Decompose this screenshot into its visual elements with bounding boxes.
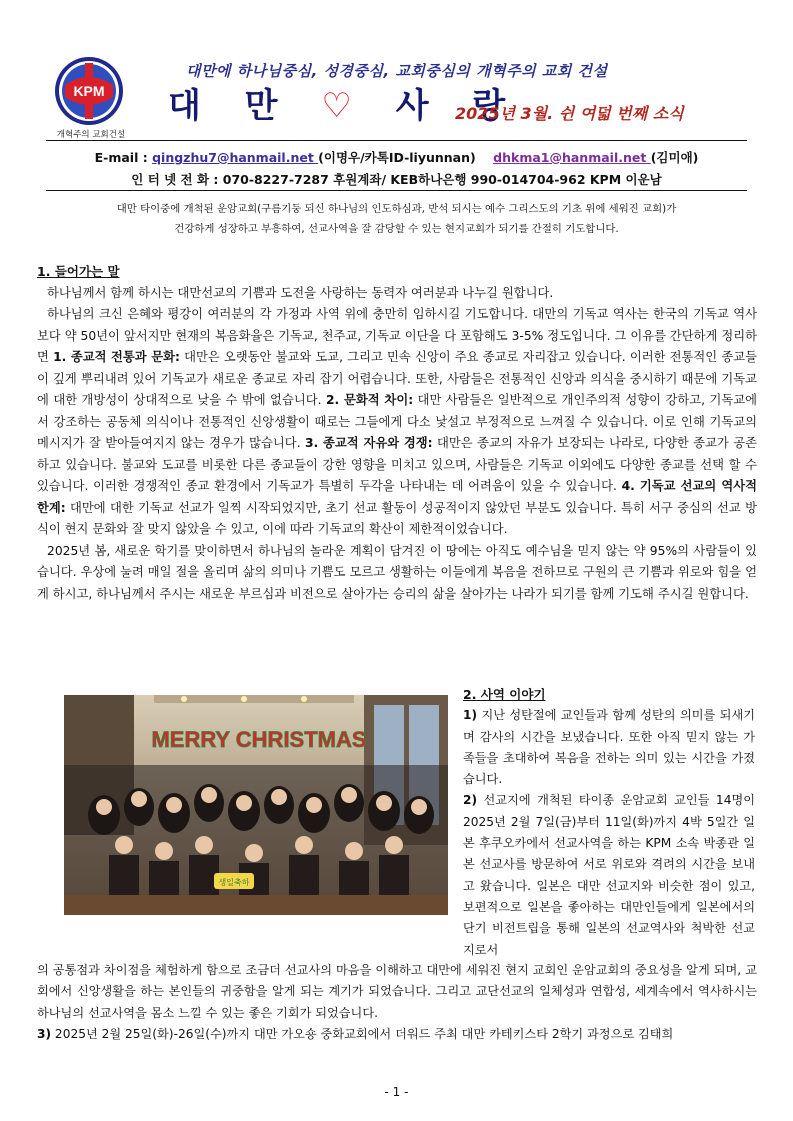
email-link-2[interactable]: dhkma1@hanmail.net (493, 150, 651, 165)
item2-number: 2) (463, 793, 478, 808)
globe-logo-icon (51, 55, 131, 141)
p2-text-f: 대만에 대한 기독교 선교가 일찍 시작되었지만, 초기 선교 활동이 성공적이지 않았던 부분도 있습니다. 특히 서구 중심의 선교 방식이 현지 문화와 잘 맞지 않았을 수 있고, 이에 따라 기독교의 확산이 제한적이었습니다. (37, 500, 757, 536)
kpm-logo (51, 55, 131, 141)
p2-text-e: 대만은 종교의 자유가 보장되는 나라로, 다양한 종교가 공존하고 있습니다. 불교와 도교를 비롯한 다른 종교들이 강한 영향을 미치고 있으며, 사람들은 기독교 이외에도 다양한 종교를 선택 할 수 있습니다. 이러한 경쟁적인 종교 환경에서 기독교가 특별히 두각을 나타내는 데 어려움이 있을 수 있습니다. (37, 436, 757, 493)
header-divider (46, 140, 747, 141)
logo-kpm-text: KPM (73, 83, 105, 99)
section-ministry-column (463, 684, 755, 961)
intro-paragraph-2 (37, 304, 757, 541)
section-intro (37, 261, 757, 605)
masthead-part1: 대 만 (168, 86, 294, 126)
p2-bold-3: 3. 종교적 자유와 경쟁: (305, 436, 433, 450)
item3-number: 3) (37, 1027, 52, 1042)
ministry-item-3 (37, 1024, 757, 1045)
edition-label: 2025년 3월. 쉰 여덟 번째 소식 (455, 104, 684, 123)
item2-text-column: 선교지에 개척된 타이종 운암교회 교인들 14명이 2025년 2월 7일(금)부터 11일(화)까지 4박 5일간 일본 후쿠오카에서 선교사역을 하는 KPM 소속 박종관 일본 선교사를 방문하여 서로 위로와 격려의 시간을 보내고 왔습니다. 일본은 대만 선교지와 비슷한 점이 있고, 보편적으로 일본을 좋아하는 대만인들에게 일본에서의 단기 비전트립을 통해 일본의 선교역사와 척박한 선교지로서 (463, 793, 755, 957)
section2-heading: 2. 사역 이야기 (463, 687, 546, 702)
masthead-part2: 사 랑 (395, 86, 522, 126)
prayer-request (46, 199, 747, 239)
prayer-line-2: 건강하게 성장하고 부흥하여, 선교사역을 잘 감당할 수 있는 현지교회가 되기를 간절히 기도합니다. (174, 223, 619, 235)
page-number: - 1 - (384, 1085, 409, 1099)
christmas-group-photo (64, 695, 448, 915)
heart-icon: ♡ (321, 86, 368, 126)
ministry-item-2-continued: 의 공통점과 차이점을 체험하게 함으로 조금더 선교사의 마음을 이해하고 대만에 세워진 현지 교회인 운암교회의 중요성을 알게 되며, 교회에서 신앙생활을 하는 본인들의 귀중함을 알게 되는 계기가 되었습니다. 그리고 교단선교의 일체성과 연합성, 세계속에서 역사하시는 하나님의 선교사역을 몸소 느낄 수 있는 좋은 기회가 되었습니다. (37, 963, 757, 1020)
phone-account-line: 인 터 넷 전 화 : 070-8227-7287 후원계좌/ KEB하나은행 990-014704-962 KPM 이운남 (131, 172, 662, 187)
ministry-item-1 (463, 705, 755, 790)
p2-bold-4: 4. 기독교 선교의 역사적 한계: (37, 479, 757, 515)
section1-heading: 1. 들어가는 말 (37, 264, 120, 279)
prayer-line-1: 대만 타이중에 개척된 운암교회(구름기둥 되신 하나님의 인도하심과, 반석 되시는 예수 그리스도의 기초 위에 세워진 교회)가 (116, 203, 677, 215)
email-link-1[interactable]: qingzhu7@hanmail.net (152, 150, 319, 165)
p2-text-d: 대만 사람들은 일반적으로 개인주의적 성향이 강하고, 기독교에서 강조하는 공동체 의식이나 전통적인 신앙생활이 때로는 그들에게 다소 낯설고 부정적으로 느껴질 수 있습니다. 이로 인해 기독교의 메시지가 잘 받아들여지지 않는 경우가 많습니다. (37, 393, 758, 450)
intro-paragraph-1: 하나님께서 함께 하시는 대만선교의 기쁨과 도전을 사랑하는 동력자 여러분과 나누길 원합니다. (47, 285, 554, 300)
item1-number: 1) (463, 708, 478, 723)
p2-bold-1: 1. 종교적 전통과 문화: (53, 350, 180, 364)
email-owner-1: (이명우/카톡ID-liyunnan) (318, 150, 476, 165)
logo-caption: 개혁주의 교회건설 (56, 130, 126, 140)
intro-paragraph-3: 2025년 봄, 새로운 학기를 맞이하면서 하나님의 놀라운 계획이 담겨진 이 땅에는 아직도 예수님을 믿지 않는 약 95%의 사람들이 있습니다. 우상에 눌려 매일 절을 올리며 삶의 의미나 기쁨도 모르고 생활하는 이들에게 복음을 전하므로 구원의 큰 기쁨과 위로와 힘을 얻게 하시고, 하나님께서 주시는 새로운 부르심과 비전으로 살아가는 승리의 삶을 살아가는 나라가 되기를 함께 기도해 주시길 원합니다. (37, 543, 757, 601)
motto: 대만에 하나님중심, 성경중심, 교회중심의 개혁주의 교회 건설 (186, 62, 608, 80)
p2-text-a: 하나님의 크신 은혜와 평강이 여러분의 각 가정과 사역 위에 충만히 임하시길 기도합니다. 대만의 기독교 역사는 한국의 기독교 역사보다 약 50년이 앞서지만 현재의 복음화율은 기독교, 천주교, 기독교 이단을 다 포함해도 3-5% 정도입니다. 그 이유를 간단하게 정리하면 (37, 307, 757, 364)
item3-text: 2025년 2월 25일(화)-26일(수)까지 대만 가오숑 중화교회에서 더워드 주최 대만 카테키스타 2학기 과정으로 김태희 (51, 1027, 674, 1042)
contact-divider (46, 190, 747, 191)
email-line (46, 148, 747, 166)
email-owner-2: (김미애) (650, 150, 699, 165)
p2-text-c: 대만은 오랫동안 불교와 도교, 그리고 민속 신앙이 주요 종교로 자리잡고 있습니다. 이러한 전통적인 종교들이 깊게 뿌리내려 있어 기독교가 새로운 종교로 자리 잡기 어렵습니다. 또한, 사람들은 전통적인 신앙과 의식을 중시하기 때문에 기독교에 대한 개방성이 상대적으로 낮을 수 밖에 없습니다. (37, 350, 757, 407)
merry-christmas-banner: MERRY CHRISTMAS (151, 727, 367, 752)
ministry-item-2-column (463, 790, 755, 960)
group-photo-icon (64, 695, 448, 915)
section-ministry-wide (37, 960, 757, 1046)
birthday-sign: 생일축하 (218, 878, 250, 887)
p2-bold-2: 2. 문화적 차이: (325, 393, 414, 407)
email-label: E-mail : (94, 150, 153, 165)
item1-text: 지난 성탄절에 교인들과 함께 성탄의 의미를 되새기며 감사의 시간을 보냈습니다. 또한 아직 믿지 않는 가족들을 초대하여 복음을 전하는 의미 있는 시간을 가졌습니다. (463, 708, 755, 787)
